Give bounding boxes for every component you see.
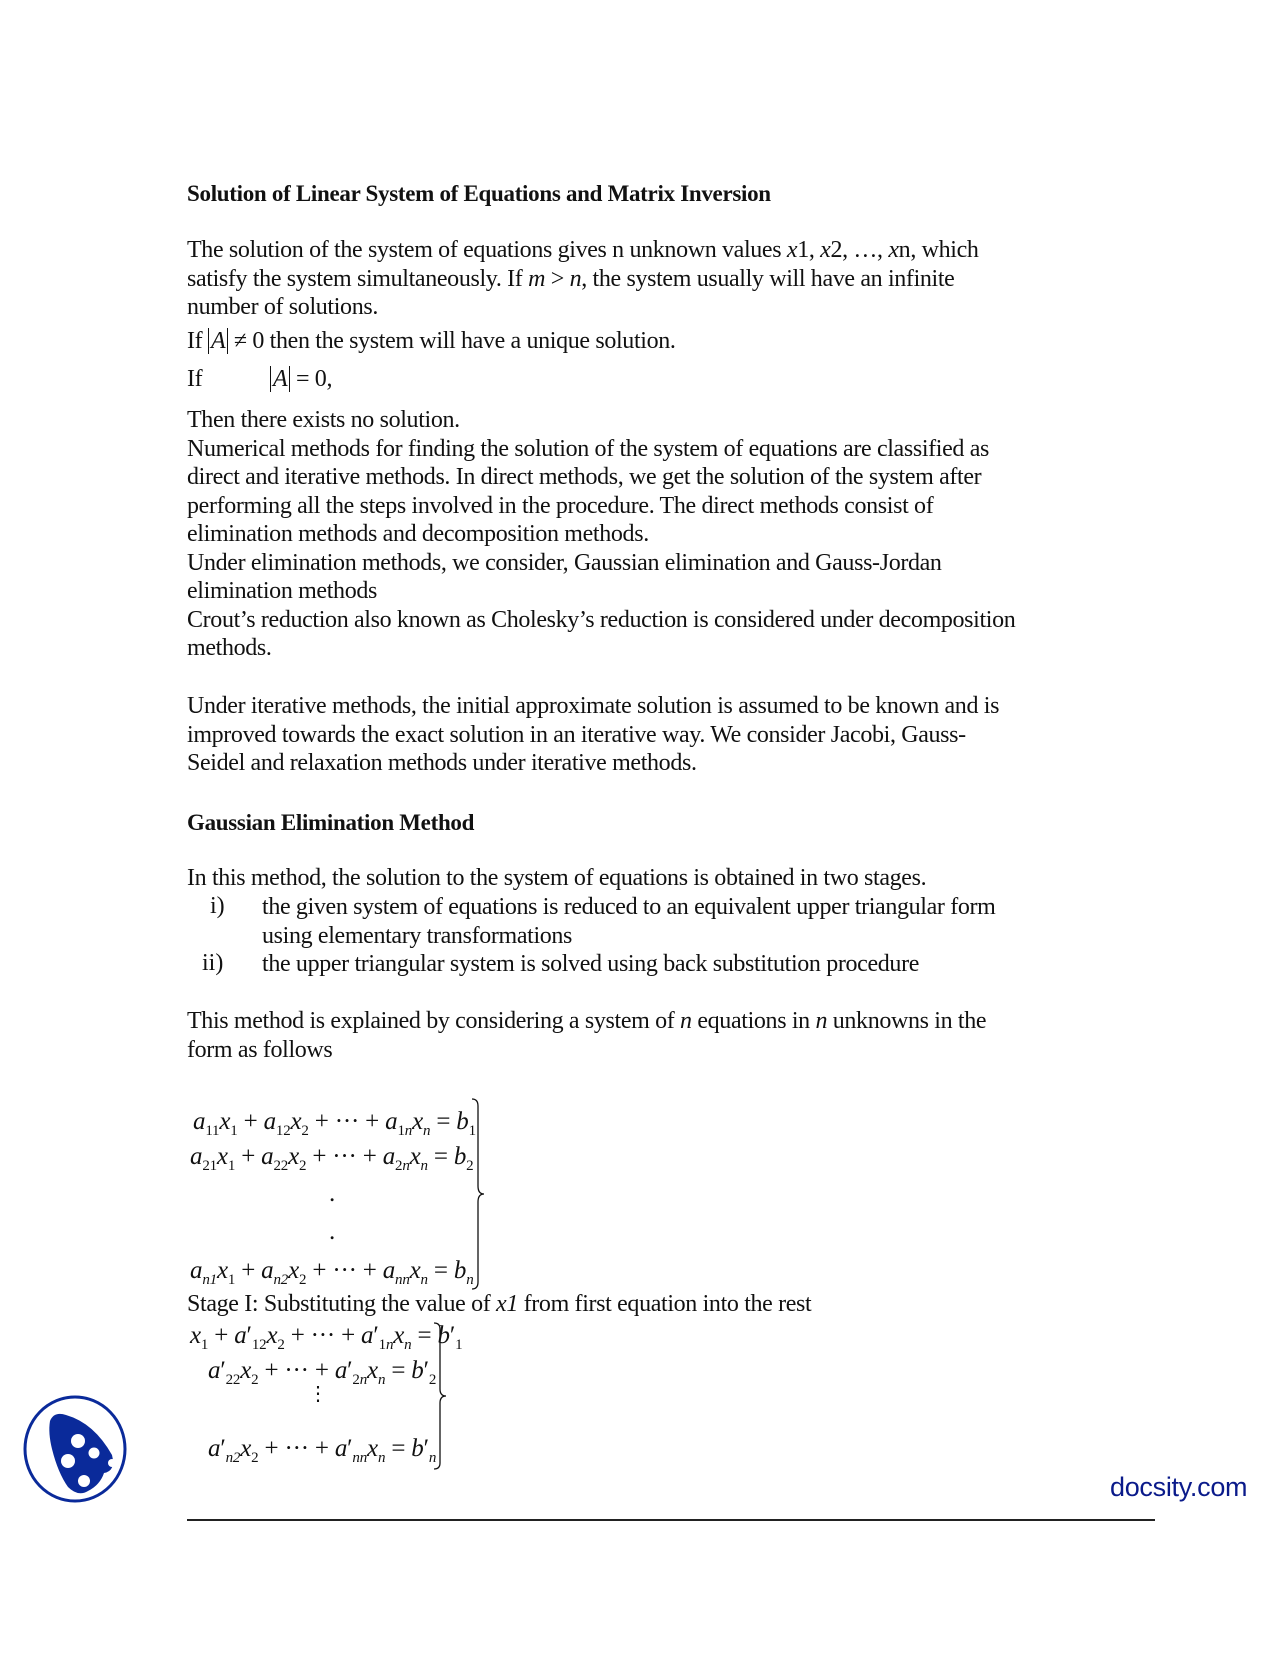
intro-line-3: number of solutions.	[187, 294, 378, 320]
list-item-line: the upper triangular system is solved using back substitution procedure	[262, 951, 920, 977]
paragraph-line: Under iterative methods, the initial approximate solution is assumed to be known and is	[187, 693, 1000, 719]
list-number-1: i)	[210, 893, 225, 919]
paragraph-line: methods.	[187, 635, 272, 661]
stage-one-row-1: $x_1 + a'_{12}x_2$ + ··· + $a'_{1n}x_n = b'_1$	[190, 1322, 463, 1353]
list-item-2	[262, 950, 1172, 979]
explain-paragraph	[187, 1007, 1097, 1064]
intro-line-2: satisfy the system simultaneously. If m > n, the system usually will have an infinite	[187, 265, 955, 292]
stage-one-row-2: $a'_{22}x_2$ + ··· + $a'_{2n}x_n = b'_2$	[208, 1357, 437, 1388]
stage-one-vertical-ellipsis: ⋮	[308, 1383, 328, 1405]
paragraph-line: improved towards the exact solution in an iterative way. We consider Jacobi, Gauss-	[187, 721, 966, 748]
iterative-paragraph	[187, 692, 1097, 778]
docsity-logo-icon[interactable]	[20, 1393, 132, 1505]
equation-row-1: $a_{11}x_1 + a_{12}x_2$ + ··· + $a_{1n}x_n = b_1$	[193, 1108, 476, 1139]
right-brace-icon	[432, 1322, 448, 1470]
determinant-symbol: A	[208, 328, 228, 354]
paragraph-line: Numerical methods for finding the solution of the system of equations are classified as	[187, 435, 990, 462]
list-item-line: the given system of equations is reduced to an equivalent upper triangular form	[262, 894, 996, 920]
list-item-1	[262, 893, 1172, 950]
equation-row-n: $a_{n1}x_1 + a_{n2}x_2$ + ··· + $a_{nn}x_n = b_n$	[190, 1257, 474, 1288]
paragraph-line: Then there exists no solution.	[187, 407, 460, 433]
paragraph-line: elimination methods and decomposition methods.	[187, 521, 649, 547]
list-number-2: ii)	[202, 950, 224, 976]
document-title: Solution of Linear System of Equations and Matrix Inversion	[187, 181, 771, 206]
footer-divider	[187, 1519, 1155, 1521]
docsity-link[interactable]: docsity.com	[1110, 1472, 1248, 1502]
paragraph-line: performing all the steps involved in the procedure. The direct methods consist of	[187, 492, 934, 519]
stages-intro	[187, 864, 1097, 893]
list-item-line: using elementary transformations	[262, 922, 573, 949]
paragraph-line: In this method, the solution to the system of equations is obtained in two stages.	[187, 865, 927, 891]
paragraph-line: direct and iterative methods. In direct methods, we get the solution of the system after	[187, 464, 982, 490]
section-heading: Gaussian Elimination Method	[187, 810, 475, 835]
right-brace-icon	[470, 1098, 486, 1290]
explain-line-1: This method is explained by considering a system of n equations in n unknowns in the	[187, 1008, 987, 1034]
equation-ellipsis-1: .	[329, 1180, 336, 1207]
determinant-zero-expression: A = 0,	[270, 365, 332, 394]
explain-line-2: form as follows	[187, 1036, 333, 1063]
paragraph-line: elimination methods	[187, 578, 377, 604]
stage-one-line: Stage I: Substituting the value of x1 from first equation into the rest	[187, 1291, 812, 1317]
determinant-zero-line: If	[187, 366, 203, 392]
equation-row-2: $a_{21}x_1 + a_{22}x_2$ + ··· + $a_{2n}x_n = b_2$	[190, 1143, 474, 1174]
stage-one-row-n: $a'_{n2}x_2$ + ··· + $a'_{nn}x_n = b'_n$	[208, 1435, 437, 1466]
methods-paragraph	[187, 406, 1097, 663]
paragraph-line: Under elimination methods, we consider, Gaussian elimination and Gauss-Jordan	[187, 549, 942, 576]
paragraph-line: Seidel and relaxation methods under iterative methods.	[187, 750, 697, 776]
determinant-nonzero-line: If A ≠ 0 then the system will have a unique solution.	[187, 328, 676, 354]
intro-line-1: The solution of the system of equations gives n unknown values x1, x2, …, xn, which	[187, 237, 979, 263]
equation-ellipsis-2: .	[329, 1218, 336, 1245]
paragraph-line: Crout’s reduction also known as Cholesky’s reduction is considered under decomposition	[187, 606, 1016, 633]
intro-paragraph	[187, 236, 1097, 322]
